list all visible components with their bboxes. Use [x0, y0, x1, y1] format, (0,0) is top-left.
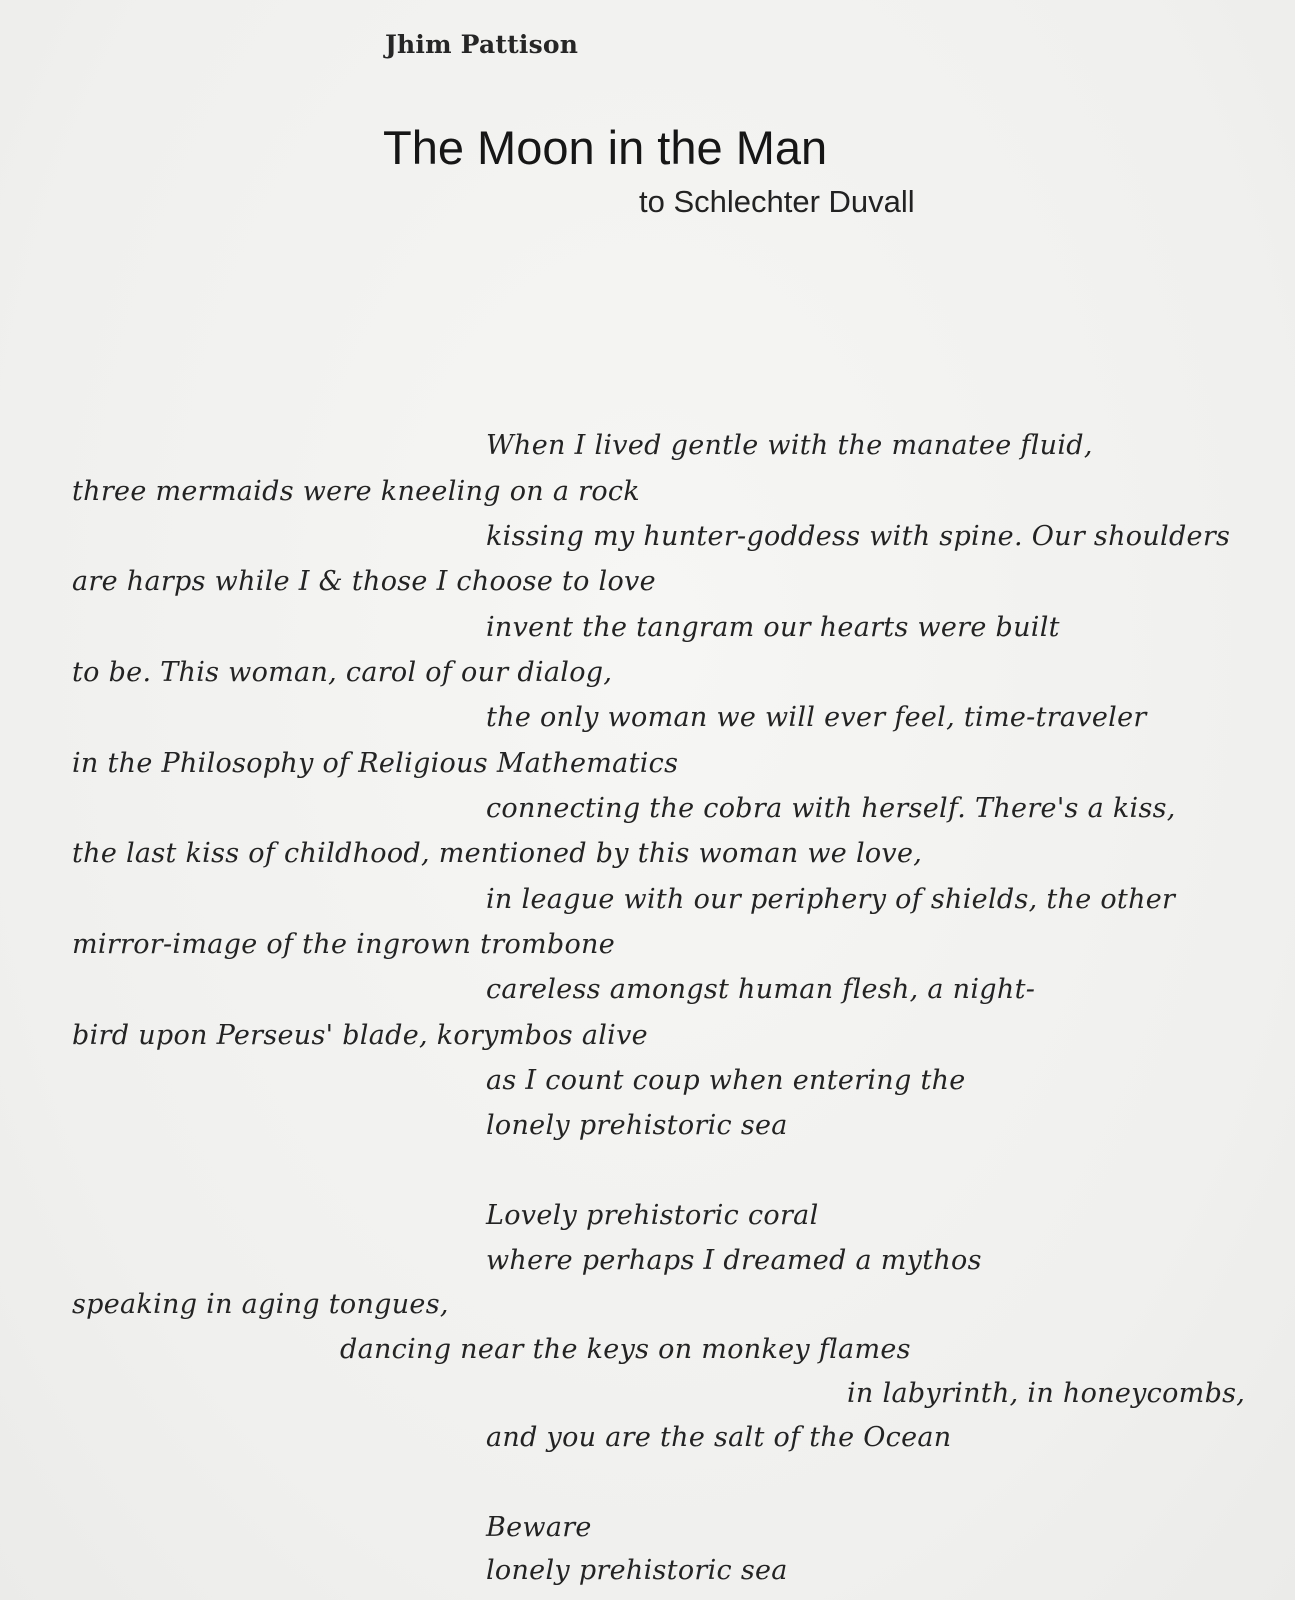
poem-line: lonely prehistoric sea — [486, 1555, 788, 1586]
poem-line: the only woman we will ever feel, time-traveler — [486, 702, 1147, 733]
poem-line: where perhaps I dreamed a mythos — [486, 1245, 982, 1276]
poem-line: the last kiss of childhood, mentioned by this woman we love, — [72, 838, 923, 869]
poem-line: bird upon Perseus' blade, korymbos alive — [72, 1020, 648, 1051]
poem-line: Beware — [486, 1512, 592, 1543]
poem-line: in league with our periphery of shields, the other — [486, 884, 1176, 915]
poem-line: lonely prehistoric sea — [486, 1110, 788, 1141]
poem-line: in the Philosophy of Religious Mathematics — [72, 748, 679, 779]
poem-line: dancing near the keys on monkey flames — [340, 1334, 911, 1365]
poem-title: The Moon in the Man — [383, 121, 828, 174]
poem-line: as I count coup when entering the — [486, 1065, 966, 1096]
poem-line: Lovely prehistoric coral — [486, 1200, 819, 1231]
poem-line: connecting the cobra with herself. There's a kiss, — [486, 793, 1176, 824]
author-name: Jhim Pattison — [385, 30, 579, 59]
poem-line: are harps while I & those I choose to love — [72, 566, 656, 597]
poem-line: kissing my hunter-goddess with spine. Our shoulders — [486, 521, 1231, 552]
poem-line: three mermaids were kneeling on a rock — [72, 476, 640, 507]
poem-line: in labyrinth, in honeycombs, — [847, 1378, 1246, 1409]
poem-line: invent the tangram our hearts were built — [486, 612, 1060, 643]
poem-line: to be. This woman, carol of our dialog, — [72, 657, 613, 688]
poem-line: speaking in aging tongues, — [72, 1289, 449, 1320]
dedication: to Schlechter Duvall — [639, 184, 915, 219]
poem-line: When I lived gentle with the manatee fluid, — [486, 430, 1093, 461]
poem-line: careless amongst human flesh, a night- — [486, 974, 1036, 1005]
poem-line: and you are the salt of the Ocean — [486, 1422, 952, 1453]
poem-line: mirror-image of the ingrown trombone — [72, 929, 616, 960]
